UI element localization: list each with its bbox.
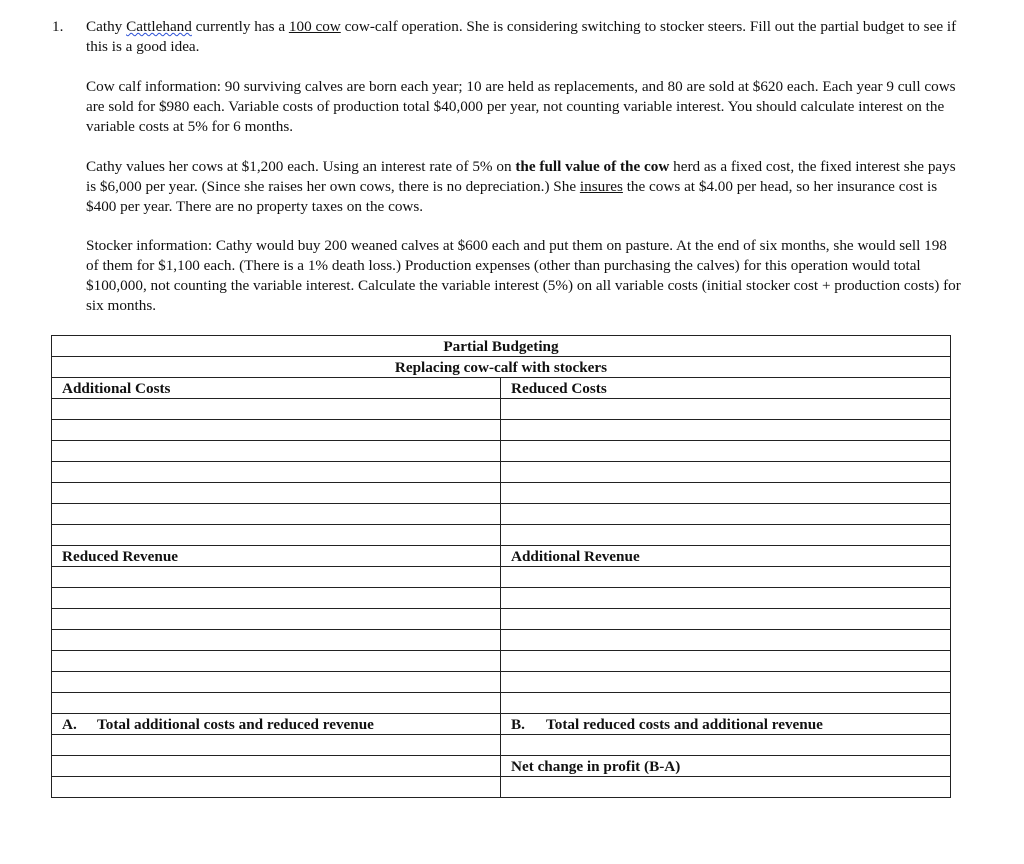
section-header-row [52,546,951,567]
budget-subtitle: Replacing cow-calf with stockers [52,357,951,378]
table-row [52,525,951,546]
table-row [52,483,951,504]
additional-costs-cell[interactable] [52,504,501,525]
table-row [52,672,951,693]
table-row [52,504,951,525]
table-row [52,630,951,651]
additional-costs-cell[interactable] [52,420,501,441]
reduced-costs-cell[interactable] [501,441,951,462]
total-b-cell[interactable] [501,735,951,756]
additional-costs-header: Additional Costs [52,378,501,399]
reduced-costs-cell[interactable] [501,399,951,420]
additional-revenue-cell[interactable] [501,588,951,609]
additional-costs-cell[interactable] [52,399,501,420]
total-b-label: B. Total reduced costs and additional revenue [501,714,951,735]
reduced-revenue-cell[interactable] [52,567,501,588]
reduced-revenue-cell[interactable] [52,630,501,651]
cow-valuation-paragraph: Cathy values her cows at $1,200 each. Using an interest rate of 5% on the full value of the cow herd as a fixed cost, the fixed interest she pays is $6,000 per year. (Since she raises her own cows, there is no depreciation.) She insures the cows at $4.00 per head, so her insurance cost is $400 per year. There are no property taxes on the cows. [86,158,956,215]
additional-revenue-cell[interactable] [501,693,951,714]
table-row [52,756,951,777]
section-header-row [52,378,951,399]
herd-size: 100 cow [288,18,341,35]
additional-revenue-cell[interactable] [501,630,951,651]
additional-costs-cell[interactable] [52,441,501,462]
blank-cell[interactable] [52,777,501,798]
partial-budget-table [51,335,951,798]
reduced-revenue-cell[interactable] [52,672,501,693]
table-row [52,462,951,483]
subtitle-row [52,357,951,378]
reduced-revenue-cell[interactable] [52,609,501,630]
totals-row [52,714,951,735]
reduced-costs-header: Reduced Costs [501,378,951,399]
additional-revenue-cell[interactable] [501,567,951,588]
reduced-costs-cell[interactable] [501,483,951,504]
name-spellcheck: Cattlehand [126,18,192,35]
table-row [52,735,951,756]
reduced-revenue-header: Reduced Revenue [52,546,501,567]
additional-costs-cell[interactable] [52,462,501,483]
reduced-revenue-cell[interactable] [52,588,501,609]
additional-revenue-cell[interactable] [501,672,951,693]
additional-revenue-cell[interactable] [501,609,951,630]
total-a-label: A. Total additional costs and reduced revenue [52,714,501,735]
additional-revenue-cell[interactable] [501,651,951,672]
question-number: 1. [52,18,64,35]
reduced-costs-cell[interactable] [501,462,951,483]
table-row [52,693,951,714]
reduced-costs-cell[interactable] [501,504,951,525]
net-change-cell[interactable] [501,777,951,798]
table-row [52,777,951,798]
table-row [52,588,951,609]
table-row [52,567,951,588]
table-row [52,420,951,441]
table-row [52,609,951,630]
reduced-costs-cell[interactable] [501,525,951,546]
full-value-emphasis: the full value of the cow [515,158,670,175]
title-row [52,336,951,357]
blank-cell[interactable] [52,756,501,777]
table-row [52,399,951,420]
reduced-costs-cell[interactable] [501,420,951,441]
table-row [52,441,951,462]
stocker-information: Stocker information: Cathy would buy 200 weaned calves at $600 each and put them on pasture. At the end of six months, she would sell 198 of them for $1,100 each. (There is a 1% death loss.) Production expenses (other than purchasing the calves) for this operation would total $100,000, not counting the variable interest. Calculate the variable interest (5%) on all variable costs (initial stocker cost + production costs) for six months. [86,237,961,314]
table-row [52,651,951,672]
cow-calf-information: Cow calf information: 90 surviving calves are born each year; 10 are held as replacements, and 80 are sold at $620 each. Each year 9 cull cows are sold for $980 each. Variable costs of production total $40,000 per year, not counting variable interest. You should calculate interest on the variable costs at 5% for 6 months. [86,78,956,135]
problem-intro: Cathy Cattlehand currently has a 100 cow cow-calf operation. She is considering switching to stocker steers. Fill out the partial budget to see if this is a good idea. [86,18,957,55]
additional-costs-cell[interactable] [52,525,501,546]
reduced-revenue-cell[interactable] [52,651,501,672]
additional-revenue-header: Additional Revenue [501,546,951,567]
reduced-revenue-cell[interactable] [52,693,501,714]
additional-costs-cell[interactable] [52,483,501,504]
total-a-cell[interactable] [52,735,501,756]
net-change-label: Net change in profit (B-A) [501,756,951,777]
insures-underlined: insures [579,178,623,195]
budget-title: Partial Budgeting [52,336,951,357]
